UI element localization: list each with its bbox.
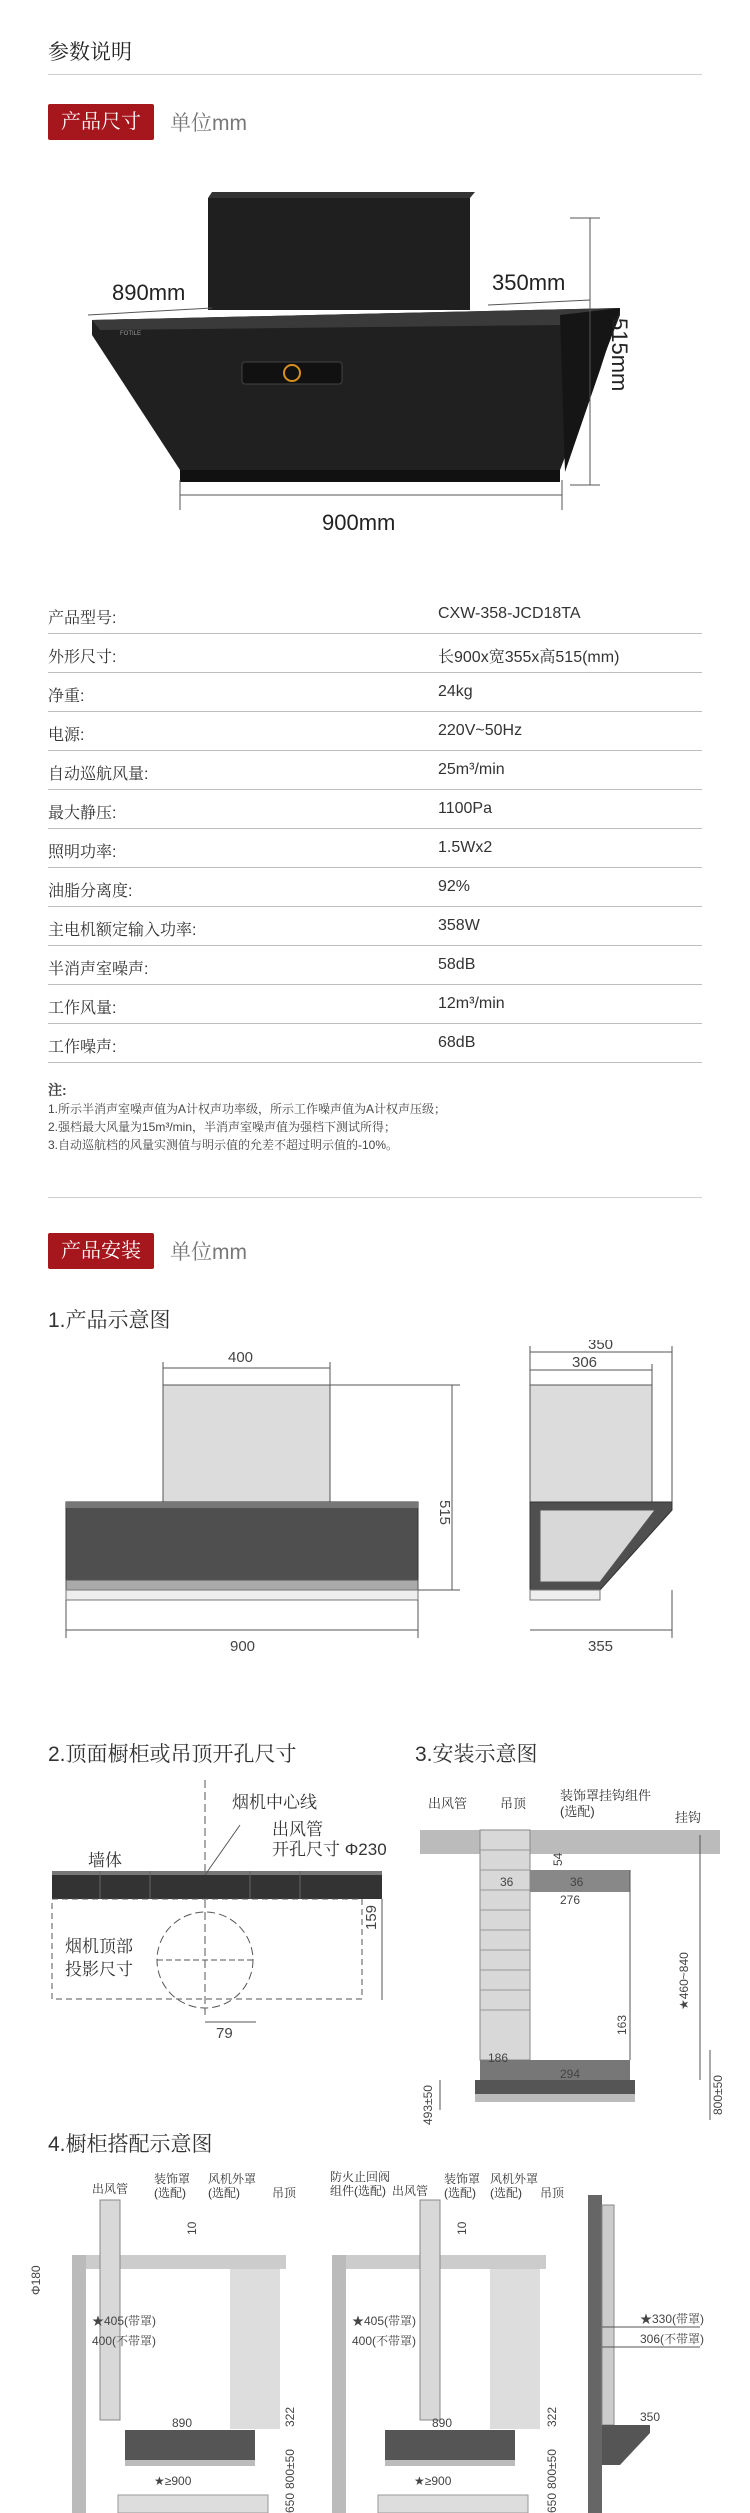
section-3-title: 3.安装示意图	[415, 1743, 538, 1766]
dim-front-width: 900	[230, 1638, 256, 1655]
spec-value: 1100Pa	[438, 800, 492, 817]
label-cover-2: (选配)	[560, 1804, 595, 1819]
label-outlet: 出风管	[272, 1820, 323, 1839]
spec-row	[48, 906, 702, 946]
opening-diagram	[0, 1780, 400, 2080]
a-dim-400: 400(不带罩)	[92, 2334, 157, 2348]
dim-depth: 890mm	[112, 280, 186, 305]
b-label-valve: 防火止回阀	[330, 2170, 391, 2184]
spec-value: 92%	[438, 878, 471, 895]
dim-493: 493±50	[421, 2085, 435, 2125]
b-label-vent-opt: (选配)	[490, 2186, 522, 2200]
note-3: 3.自动巡航档的风量实测值与明示值的允差不超过明示值的-10%。	[48, 1138, 399, 1152]
spec-label: 自动巡航风量:	[48, 766, 149, 783]
dim-front-top: 400	[228, 1349, 254, 1366]
spec-label: 电源:	[48, 727, 85, 744]
spec-value: 358W	[438, 917, 480, 934]
a-label-pipe: 出风管	[92, 2182, 129, 2196]
spec-row	[48, 945, 702, 985]
b-label-vent: 风机外罩	[490, 2172, 539, 2186]
note-2: 2.强档最大风量为15m³/min，半消声室噪声值为强档下测试所得；	[48, 1120, 397, 1134]
notes-title: 注:	[48, 1082, 67, 1098]
a-dim-405: ★405(带罩)	[92, 2314, 157, 2328]
b-dim-322: 322	[545, 2406, 559, 2427]
label-cover-1: 装饰罩挂钩组件	[560, 1788, 652, 1803]
divider	[48, 74, 702, 75]
a-label-ceiling: 吊顶	[272, 2186, 297, 2200]
spec-label: 工作风量:	[48, 1000, 117, 1017]
spec-row	[48, 750, 702, 790]
spec-value: 24kg	[438, 683, 473, 700]
spec-row	[48, 867, 702, 907]
spec-row	[48, 828, 702, 868]
section-1-title: 1.产品示意图	[48, 1309, 171, 1332]
spec-row	[48, 672, 702, 712]
dim-side-306: 306	[572, 1354, 598, 1371]
install-diagram	[400, 1780, 750, 2130]
a-dim-900: ★≥900	[154, 2474, 192, 2488]
c-dim-306: 306(不带罩)	[640, 2332, 705, 2346]
b-label-cover: 装饰罩	[444, 2172, 481, 2186]
spec-row	[48, 711, 702, 751]
c-dim-330: ★330(带罩)	[640, 2312, 705, 2326]
section-tag-install: 产品安装	[48, 1233, 154, 1269]
label-pipe: 出风管	[428, 1796, 468, 1811]
section-tag-size: 产品尺寸	[48, 104, 154, 140]
spec-label: 油脂分离度:	[48, 883, 133, 900]
b-label-cover-opt: (选配)	[444, 2186, 476, 2200]
dim-159: 159	[363, 1904, 380, 1930]
b-label-pipe: 出风管	[392, 2184, 429, 2198]
dim-side-355: 355	[588, 1638, 614, 1655]
dim-79: 79	[216, 2025, 233, 2042]
b-dim-900: ★≥900	[414, 2474, 452, 2488]
a-label-cover: 装饰罩	[154, 2172, 191, 2186]
dim-163: 163	[615, 2014, 629, 2035]
spec-value: 长900x宽355x高515(mm)	[438, 649, 620, 666]
dim-276: 276	[560, 1893, 581, 1907]
a-dim-322: 322	[283, 2406, 297, 2427]
a-dim-10: 10	[185, 2221, 199, 2235]
spec-label: 半消声室噪声:	[48, 961, 149, 978]
dim-294: 294	[560, 2067, 581, 2081]
label-center: 烟机中心线	[232, 1793, 317, 1812]
spec-value: 58dB	[438, 956, 476, 973]
spec-label: 主电机额定输入功率:	[48, 922, 197, 939]
spec-value: CXW-358-JCD18TA	[438, 605, 581, 622]
cabinet-diagram	[0, 2165, 750, 2513]
a-label-cover-opt: (选配)	[154, 2186, 186, 2200]
section-2-title: 2.顶面橱柜或吊顶开孔尺寸	[48, 1743, 297, 1766]
label-proj-1: 烟机顶部	[65, 1937, 133, 1956]
dim-36b: 36	[570, 1875, 584, 1889]
hood-chimney	[208, 198, 470, 310]
label-hook: 挂钩	[675, 1810, 702, 1825]
b-dim-800: 800±50	[545, 2449, 559, 2489]
a-dim-650: 650	[283, 2492, 297, 2513]
divider	[48, 1197, 702, 1198]
spec-row	[48, 594, 702, 634]
spec-value: 12m³/min	[438, 995, 505, 1012]
page-title: 参数说明	[48, 41, 132, 64]
spec-label: 最大静压:	[48, 805, 117, 822]
b-dim-650: 650	[545, 2492, 559, 2513]
spec-label: 产品型号:	[48, 610, 117, 627]
a-dim-800: 800±50	[283, 2449, 297, 2489]
product-diagram	[0, 1340, 750, 1670]
label-wall: 墙体	[88, 1851, 122, 1870]
spec-row	[48, 633, 702, 673]
a-label-vent-opt: (选配)	[208, 2186, 240, 2200]
spec-label: 工作噪声:	[48, 1039, 117, 1056]
spec-value: 25m³/min	[438, 761, 505, 778]
unit-label: 单位mm	[170, 1241, 247, 1264]
spec-row	[48, 789, 702, 829]
dim-186: 186	[488, 2051, 509, 2065]
spec-value: 68dB	[438, 1034, 476, 1051]
b-label-valve-2: 组件(选配)	[330, 2184, 386, 2198]
note-1: 1.所示半消声室噪声值为A计权声功率级，所示工作噪声值为A计权声压级；	[48, 1102, 447, 1116]
b-label-ceiling: 吊顶	[540, 2186, 565, 2200]
b-dim-10: 10	[455, 2221, 469, 2235]
spec-value: 220V~50Hz	[438, 722, 523, 739]
a-dim-890: 890	[172, 2416, 193, 2430]
section-4-title: 4.橱柜搭配示意图	[48, 2133, 213, 2156]
dim-top: 350mm	[492, 270, 566, 295]
dim-width: 900mm	[322, 510, 396, 535]
a-dim-180: Φ180	[29, 2265, 43, 2295]
dim-54: 54	[551, 1852, 565, 1866]
b-dim-890: 890	[432, 2416, 453, 2430]
spec-row	[48, 984, 702, 1024]
spec-row	[48, 1023, 702, 1063]
label-hole: 开孔尺寸 Φ230	[272, 1840, 387, 1859]
hood-panel	[92, 308, 620, 470]
dim-800: 800±50	[711, 2075, 725, 2115]
dim-460: ★460~840	[677, 1952, 691, 2010]
a-label-vent: 风机外罩	[208, 2172, 257, 2186]
c-dim-350: 350	[640, 2410, 661, 2424]
b-dim-405: ★405(带罩)	[352, 2314, 417, 2328]
dim-front-height: 515	[436, 1500, 453, 1526]
spec-label: 净重:	[48, 688, 85, 705]
spec-label: 照明功率:	[48, 844, 117, 861]
dim-height: 515mm	[607, 318, 632, 392]
spec-value: 1.5Wx2	[438, 839, 493, 856]
spec-label: 外形尺寸:	[48, 649, 117, 666]
brand-logo: FOTILE	[120, 331, 142, 337]
label-ceiling: 吊顶	[500, 1796, 527, 1811]
hood-drawing	[0, 180, 750, 550]
dim-side-350: 350	[588, 1340, 614, 1353]
unit-label: 单位mm	[170, 112, 247, 135]
label-proj-2: 投影尺寸	[65, 1960, 133, 1979]
b-dim-400: 400(不带罩)	[352, 2334, 417, 2348]
dim-36a: 36	[500, 1875, 514, 1889]
